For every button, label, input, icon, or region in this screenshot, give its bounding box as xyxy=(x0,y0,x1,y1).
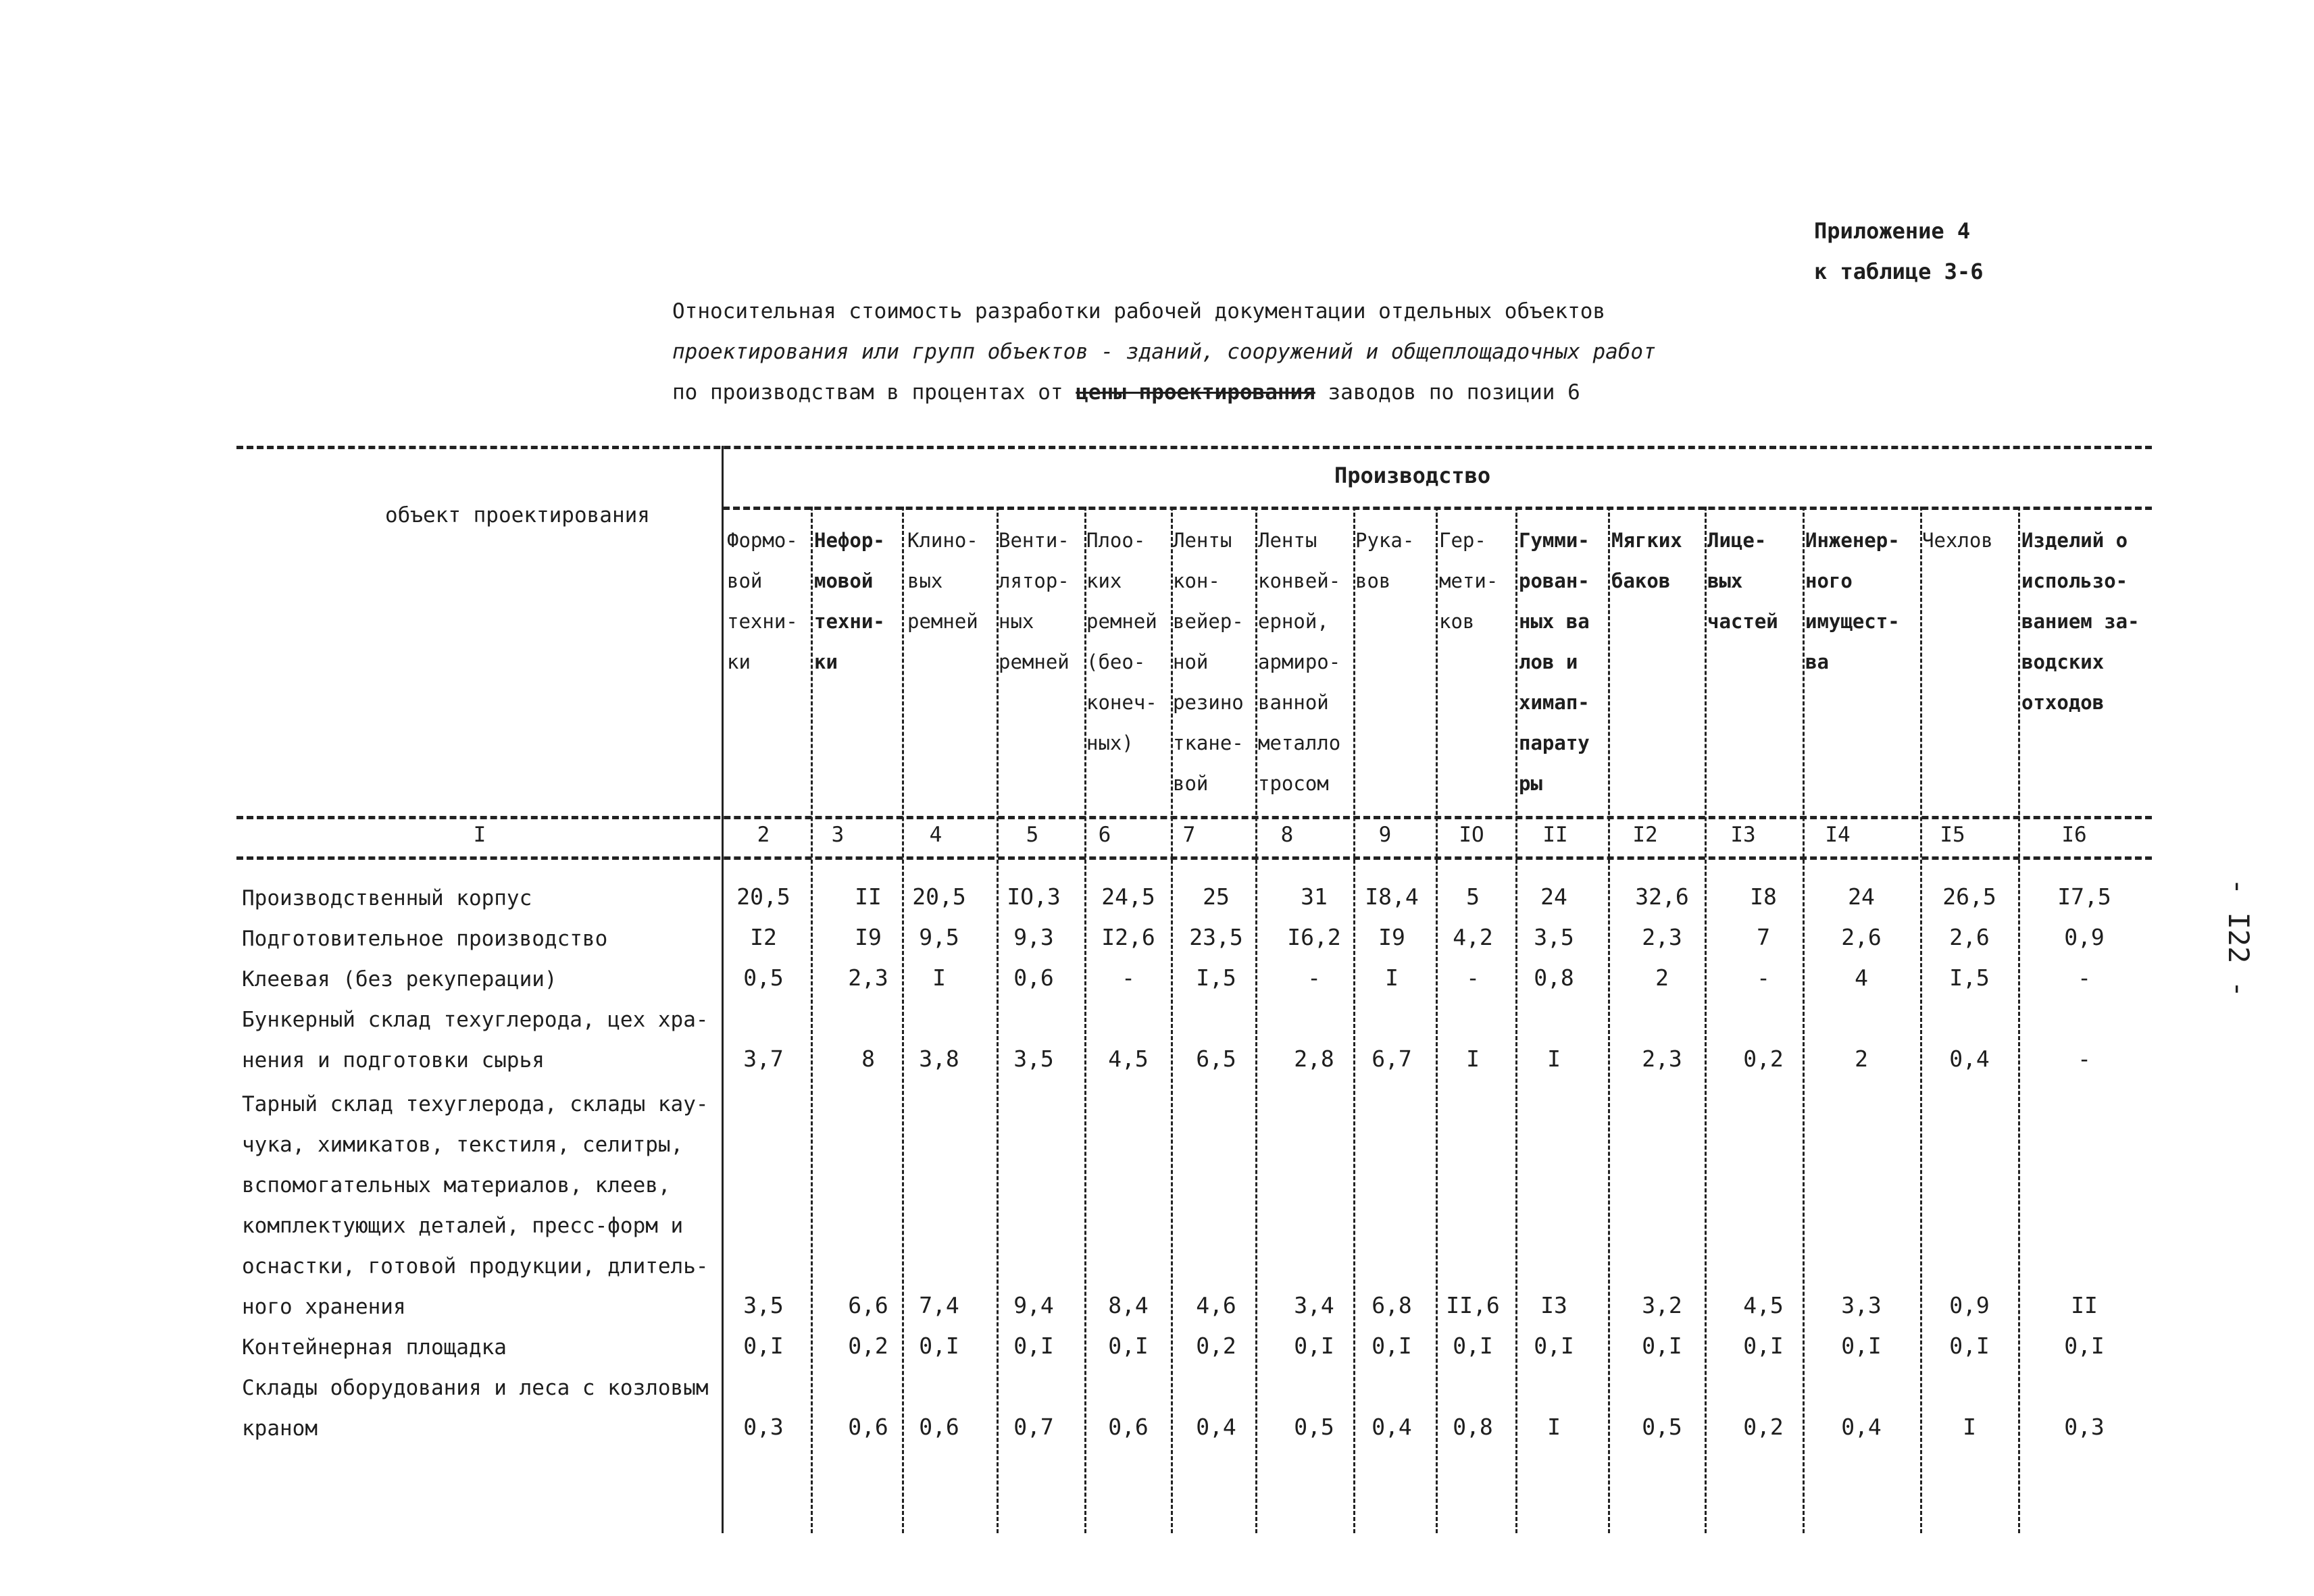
table-cell: 2 xyxy=(1655,964,1669,991)
column-divider xyxy=(811,507,813,1533)
table-cell: I6,2 xyxy=(1287,924,1341,950)
table-cell: 9,4 xyxy=(1013,1292,1054,1318)
table-cell: 6,5 xyxy=(1196,1046,1236,1072)
table-cell: 0,5 xyxy=(1642,1414,1682,1440)
table-cell: 4,5 xyxy=(1108,1046,1149,1072)
column-number: I2 xyxy=(1632,823,1658,847)
table-cell: 2,6 xyxy=(1949,924,1990,950)
column-divider xyxy=(2018,507,2020,1533)
column-header: Гер- мети- ков xyxy=(1439,529,1499,633)
table-cell: 0,4 xyxy=(1949,1046,1990,1072)
column-number: 2 xyxy=(757,823,770,847)
table-cell: I,5 xyxy=(1949,964,1990,991)
table-cell: 0,6 xyxy=(919,1414,959,1440)
table-cell: 23,5 xyxy=(1189,924,1243,950)
table-cell: 3,5 xyxy=(743,1292,784,1318)
object-column-divider xyxy=(722,446,724,1533)
column-header: Нефор- мовой техни- ки xyxy=(814,529,885,673)
row-label: Клеевая (без рекуперации) xyxy=(242,967,557,992)
table-cell: I9 xyxy=(1378,924,1405,950)
table-cell: 0,I xyxy=(1743,1333,1784,1359)
table-cell: I8 xyxy=(1750,883,1777,910)
table-cell: 0,6 xyxy=(1108,1414,1149,1440)
column-number: 8 xyxy=(1280,823,1294,847)
table-cell: 3,8 xyxy=(919,1046,959,1072)
table-cell: 5 xyxy=(1466,883,1480,910)
table-cell: 6,7 xyxy=(1372,1046,1412,1072)
table-cell: I xyxy=(1963,1414,1976,1440)
table-cell: 0,2 xyxy=(1196,1333,1236,1359)
table-cell: 0,I xyxy=(1294,1333,1334,1359)
table-cell: 0,I xyxy=(1841,1333,1882,1359)
title-line-3-post: заводов по позиции 6 xyxy=(1315,380,1580,405)
column-number: 3 xyxy=(831,823,845,847)
column-number: II xyxy=(1542,823,1568,847)
table-cell: 3,2 xyxy=(1642,1292,1682,1318)
column-header: Венти- лятор- ных ремней xyxy=(999,529,1070,673)
title-line-2: проектирования или групп объектов - зданий, сооружений и общеплощадочных работ xyxy=(672,340,1656,364)
table-cell: 2,3 xyxy=(1642,924,1682,950)
table-cell: 0,2 xyxy=(848,1333,888,1359)
table-cell: 6,8 xyxy=(1372,1292,1412,1318)
column-header: Лице- вых частей xyxy=(1707,529,1778,633)
table-cell: I2,6 xyxy=(1101,924,1155,950)
table-cell: 0,I xyxy=(743,1333,784,1359)
table-cell: 0,5 xyxy=(1294,1414,1334,1440)
table-cell: 3,3 xyxy=(1841,1292,1882,1318)
table-cell: 0,4 xyxy=(1841,1414,1882,1440)
table-cell: 2 xyxy=(1855,1046,1868,1072)
column-divider xyxy=(902,507,904,1533)
table-cell: 0,9 xyxy=(2064,924,2105,950)
object-column-header: объект проектирования xyxy=(385,503,650,527)
column-divider xyxy=(1515,507,1517,1533)
table-cell: 3,4 xyxy=(1294,1292,1334,1318)
column-header: Формо- вой техни- ки xyxy=(727,529,798,673)
table-cell: 6,6 xyxy=(848,1292,888,1318)
table-cell: 4,5 xyxy=(1743,1292,1784,1318)
title-line-3 xyxy=(672,380,1580,405)
table-cell: 7,4 xyxy=(919,1292,959,1318)
table-cell: I8,4 xyxy=(1365,883,1419,910)
table-cell: 0,I xyxy=(1372,1333,1412,1359)
column-divider xyxy=(1436,507,1438,1533)
column-number: I3 xyxy=(1730,823,1756,847)
table-cell: 0,6 xyxy=(848,1414,888,1440)
table-cell: I xyxy=(1547,1414,1561,1440)
row-label: Контейнерная площадка xyxy=(242,1335,507,1360)
column-divider xyxy=(1608,507,1610,1533)
table-cell: I9 xyxy=(855,924,882,950)
table-cell: I xyxy=(1547,1046,1561,1072)
column-divider xyxy=(1353,507,1355,1533)
table-cell: 4 xyxy=(1855,964,1868,991)
table-cell: I2 xyxy=(750,924,777,950)
numbers-bottom-rule xyxy=(236,856,2152,860)
table-cell: 0,5 xyxy=(743,964,784,991)
title-struck-text: цены проектирования xyxy=(1076,380,1315,405)
row-label: Тарный склад техуглерода, склады кау- чука, химикатов, текстиля, селитры, вспомогательных материалов, клеев, комплектующих деталей, пресс-форм и оснастки, готовой продукции, длитель- ного хранения xyxy=(242,1092,709,1319)
production-group-header: Производство xyxy=(1334,463,1491,488)
table-cell: 2,3 xyxy=(1642,1046,1682,1072)
table-cell: 4,2 xyxy=(1453,924,1493,950)
table-cell: 3,5 xyxy=(1013,1046,1054,1072)
table-cell: 32,6 xyxy=(1635,883,1689,910)
table-cell: 9,3 xyxy=(1013,924,1054,950)
table-cell: 24,5 xyxy=(1101,883,1155,910)
table-cell: 24 xyxy=(1540,883,1567,910)
row-label: Производственный корпус xyxy=(242,886,532,910)
column-number: IO xyxy=(1459,823,1484,847)
table-cell: 0,4 xyxy=(1196,1414,1236,1440)
table-cell: II xyxy=(2071,1292,2098,1318)
table-cell: I xyxy=(1466,1046,1480,1072)
column-header: Изделий о использо- ванием за- водских отходов xyxy=(2021,529,2140,714)
table-cell: 31 xyxy=(1301,883,1328,910)
appendix-number: Приложение 4 xyxy=(1814,218,1971,244)
table-cell: 0,I xyxy=(919,1333,959,1359)
column-number: 9 xyxy=(1378,823,1392,847)
column-number: 5 xyxy=(1026,823,1039,847)
title-line-1: Относительная стоимость разработки рабочей документации отдельных объектов xyxy=(672,299,1606,324)
column-number: 7 xyxy=(1182,823,1196,847)
header-bottom-rule xyxy=(236,816,2152,819)
column-header: Мягких баков xyxy=(1611,529,1682,592)
table-cell: 9,5 xyxy=(919,924,959,950)
table-cell: 0,8 xyxy=(1534,964,1574,991)
column-header: Ленты кон- вейер- ной резино ткане- вой xyxy=(1173,529,1244,795)
table-cell: 0,9 xyxy=(1949,1292,1990,1318)
table-cell: - xyxy=(2078,964,2091,991)
table-cell: I xyxy=(932,964,946,991)
table-cell: 0,2 xyxy=(1743,1414,1784,1440)
table-cell: - xyxy=(1307,964,1321,991)
table-cell: 0,I xyxy=(2064,1333,2105,1359)
table-cell: 0,8 xyxy=(1453,1414,1493,1440)
table-cell: 24 xyxy=(1848,883,1875,910)
table-cell: 26,5 xyxy=(1942,883,1996,910)
page-number: - I22 - xyxy=(2222,878,2255,998)
row-label: Склады оборудования и леса с козловым краном xyxy=(242,1376,709,1441)
appendix-table-ref: к таблице 3-6 xyxy=(1814,259,1984,284)
table-cell: - xyxy=(1757,964,1770,991)
table-cell: 25 xyxy=(1203,883,1230,910)
table-cell: I7,5 xyxy=(2057,883,2111,910)
table-cell: 2,8 xyxy=(1294,1046,1334,1072)
column-divider xyxy=(1920,507,1922,1533)
column-header: Плоо- ких ремней (бео- конеч- ных) xyxy=(1086,529,1157,754)
table-cell: 0,I xyxy=(1453,1333,1493,1359)
table-cell: 0,6 xyxy=(1013,964,1054,991)
column-number: 6 xyxy=(1098,823,1111,847)
table-top-rule xyxy=(236,446,2152,449)
table-cell: - xyxy=(1122,964,1135,991)
table-cell: 0,4 xyxy=(1372,1414,1412,1440)
table-cell: 0,I xyxy=(1642,1333,1682,1359)
table-cell: II xyxy=(855,883,882,910)
table-cell: 0,7 xyxy=(1013,1414,1054,1440)
column-header: Рука- вов xyxy=(1355,529,1415,592)
table-cell: 20,5 xyxy=(912,883,966,910)
column-number: I5 xyxy=(1940,823,1965,847)
table-cell: 0,3 xyxy=(2064,1414,2105,1440)
column-divider xyxy=(1705,507,1707,1533)
column-divider xyxy=(1803,507,1805,1533)
table-cell: 3,5 xyxy=(1534,924,1574,950)
column-number: 4 xyxy=(929,823,942,847)
column-header: Инженер- ного имущест- ва xyxy=(1805,529,1900,673)
column-header: Чехлов xyxy=(1922,529,1993,552)
table-cell: 0,I xyxy=(1534,1333,1574,1359)
table-cell: 2,6 xyxy=(1841,924,1882,950)
table-cell: 0,I xyxy=(1108,1333,1149,1359)
table-cell: 0,3 xyxy=(743,1414,784,1440)
table-cell: 0,I xyxy=(1013,1333,1054,1359)
table-cell: 20,5 xyxy=(736,883,790,910)
column-number: I xyxy=(473,823,486,847)
table-cell: I,5 xyxy=(1196,964,1236,991)
table-cell: 0,2 xyxy=(1743,1046,1784,1072)
column-number: I4 xyxy=(1825,823,1851,847)
column-header: Ленты конвей- ерной, армиро- ванной металло тросом xyxy=(1258,529,1341,795)
table-cell: 3,7 xyxy=(743,1046,784,1072)
table-cell: 0,I xyxy=(1949,1333,1990,1359)
table-cell: I3 xyxy=(1540,1292,1567,1318)
table-cell: - xyxy=(1466,964,1480,991)
table-cell: - xyxy=(2078,1046,2091,1072)
title-line-3-pre: по производствам в процентах от xyxy=(672,380,1076,405)
column-header: Гумми- рован- ных ва лов и химап- парату ры xyxy=(1519,529,1590,795)
row-label: Подготовительное производство xyxy=(242,927,608,951)
table-cell: I xyxy=(1385,964,1399,991)
table-cell: 8 xyxy=(861,1046,875,1072)
table-cell: IO,3 xyxy=(1007,883,1061,910)
column-header: Клино- вых ремней xyxy=(907,529,978,633)
row-label: Бункерный склад техуглерода, цех хра- нения и подготовки сырья xyxy=(242,1008,709,1073)
table-cell: 4,6 xyxy=(1196,1292,1236,1318)
column-divider xyxy=(1255,507,1257,1533)
column-number: I6 xyxy=(2061,823,2087,847)
table-cell: 7 xyxy=(1757,924,1770,950)
table-cell: II,6 xyxy=(1446,1292,1500,1318)
table-cell: 2,3 xyxy=(848,964,888,991)
table-cell: 8,4 xyxy=(1108,1292,1149,1318)
